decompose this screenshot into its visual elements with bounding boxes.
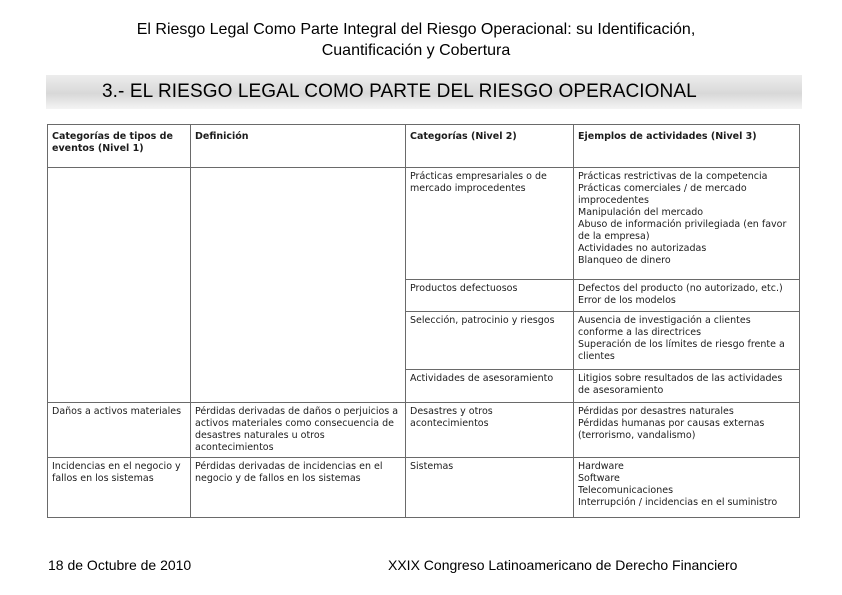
row-legal-level1 bbox=[48, 168, 191, 403]
row-level3 bbox=[574, 458, 800, 518]
level3-item: Actividades no autorizadas bbox=[578, 243, 707, 254]
header-level3: Ejemplos de actividades (Nivel 3) bbox=[574, 125, 800, 168]
table-header-row bbox=[48, 125, 800, 168]
row-level2: Desastres y otros acontecimientos bbox=[406, 403, 574, 458]
row-level1: Incidencias en el negocio y fallos en los sistemas bbox=[48, 458, 191, 518]
level3-item: Defectos del producto (no autorizado, etc.) bbox=[578, 283, 783, 294]
level3-item: Litigios sobre resultados de las actividades de asesoramiento bbox=[578, 373, 783, 396]
level3-item: Abuso de información privilegiada (en favor de la empresa) bbox=[578, 219, 787, 242]
level3-item: Blanqueo de dinero bbox=[578, 255, 671, 266]
row-legal-definition bbox=[191, 168, 406, 403]
table-row bbox=[48, 458, 800, 518]
table-row bbox=[48, 403, 800, 458]
row-level2: Actividades de asesoramiento bbox=[406, 370, 574, 403]
level3-item: Pérdidas humanas por causas externas (terrorismo, vandalismo) bbox=[578, 418, 765, 441]
row-level2: Selección, patrocinio y riesgos bbox=[406, 312, 574, 370]
slide-title bbox=[60, 19, 772, 61]
level3-item: Prácticas comerciales / de mercado improcedentes bbox=[578, 183, 747, 206]
level3-item: Superación de los límites de riesgo frente a clientes bbox=[578, 339, 785, 362]
header-definition: Definición bbox=[191, 125, 406, 168]
level3-item: Hardware bbox=[578, 461, 624, 472]
risk-category-table bbox=[47, 124, 800, 518]
footer-date: 18 de Octubre de 2010 bbox=[48, 557, 192, 573]
slide-title-line-2: Cuantificación y Cobertura bbox=[321, 42, 511, 59]
section-title: 3.- EL RIESGO LEGAL COMO PARTE DEL RIESGO OPERACIONAL bbox=[102, 81, 697, 102]
level3-item: Interrupción / incidencias en el suministro bbox=[578, 497, 778, 508]
footer-event: XXIX Congreso Latinoamericano de Derecho Financiero bbox=[388, 557, 738, 573]
level3-item: Error de los modelos bbox=[578, 295, 676, 306]
row-level1: Daños a activos materiales bbox=[48, 403, 191, 458]
row-definition: Pérdidas derivadas de incidencias en el negocio y de fallos en los sistemas bbox=[191, 458, 406, 518]
row-level2: Sistemas bbox=[406, 458, 574, 518]
row-definition: Pérdidas derivadas de daños o perjuicios a activos materiales como consecuencia de desastres naturales u otros acontecimientos bbox=[191, 403, 406, 458]
row-level3 bbox=[574, 168, 800, 280]
level3-item: Ausencia de investigación a clientes conforme a las directrices bbox=[578, 315, 751, 338]
slide-title-line-1: El Riesgo Legal Como Parte Integral del Riesgo Operacional: su Identificación, bbox=[136, 21, 696, 38]
header-level1: Categorías de tipos de eventos (Nivel 1) bbox=[48, 125, 191, 168]
level3-item: Software bbox=[578, 473, 620, 484]
row-level3 bbox=[574, 280, 800, 312]
level3-item: Prácticas restrictivas de la competencia bbox=[578, 171, 768, 182]
row-level3 bbox=[574, 403, 800, 458]
table-row bbox=[48, 168, 800, 280]
row-level3 bbox=[574, 370, 800, 403]
row-level3 bbox=[574, 312, 800, 370]
level3-item: Telecomunicaciones bbox=[578, 485, 674, 496]
row-level2: Productos defectuosos bbox=[406, 280, 574, 312]
level3-item: Pérdidas por desastres naturales bbox=[578, 406, 734, 417]
row-level2: Prácticas empresariales o de mercado improcedentes bbox=[406, 168, 574, 280]
header-level2: Categorías (Nivel 2) bbox=[406, 125, 574, 168]
level3-item: Manipulación del mercado bbox=[578, 207, 704, 218]
